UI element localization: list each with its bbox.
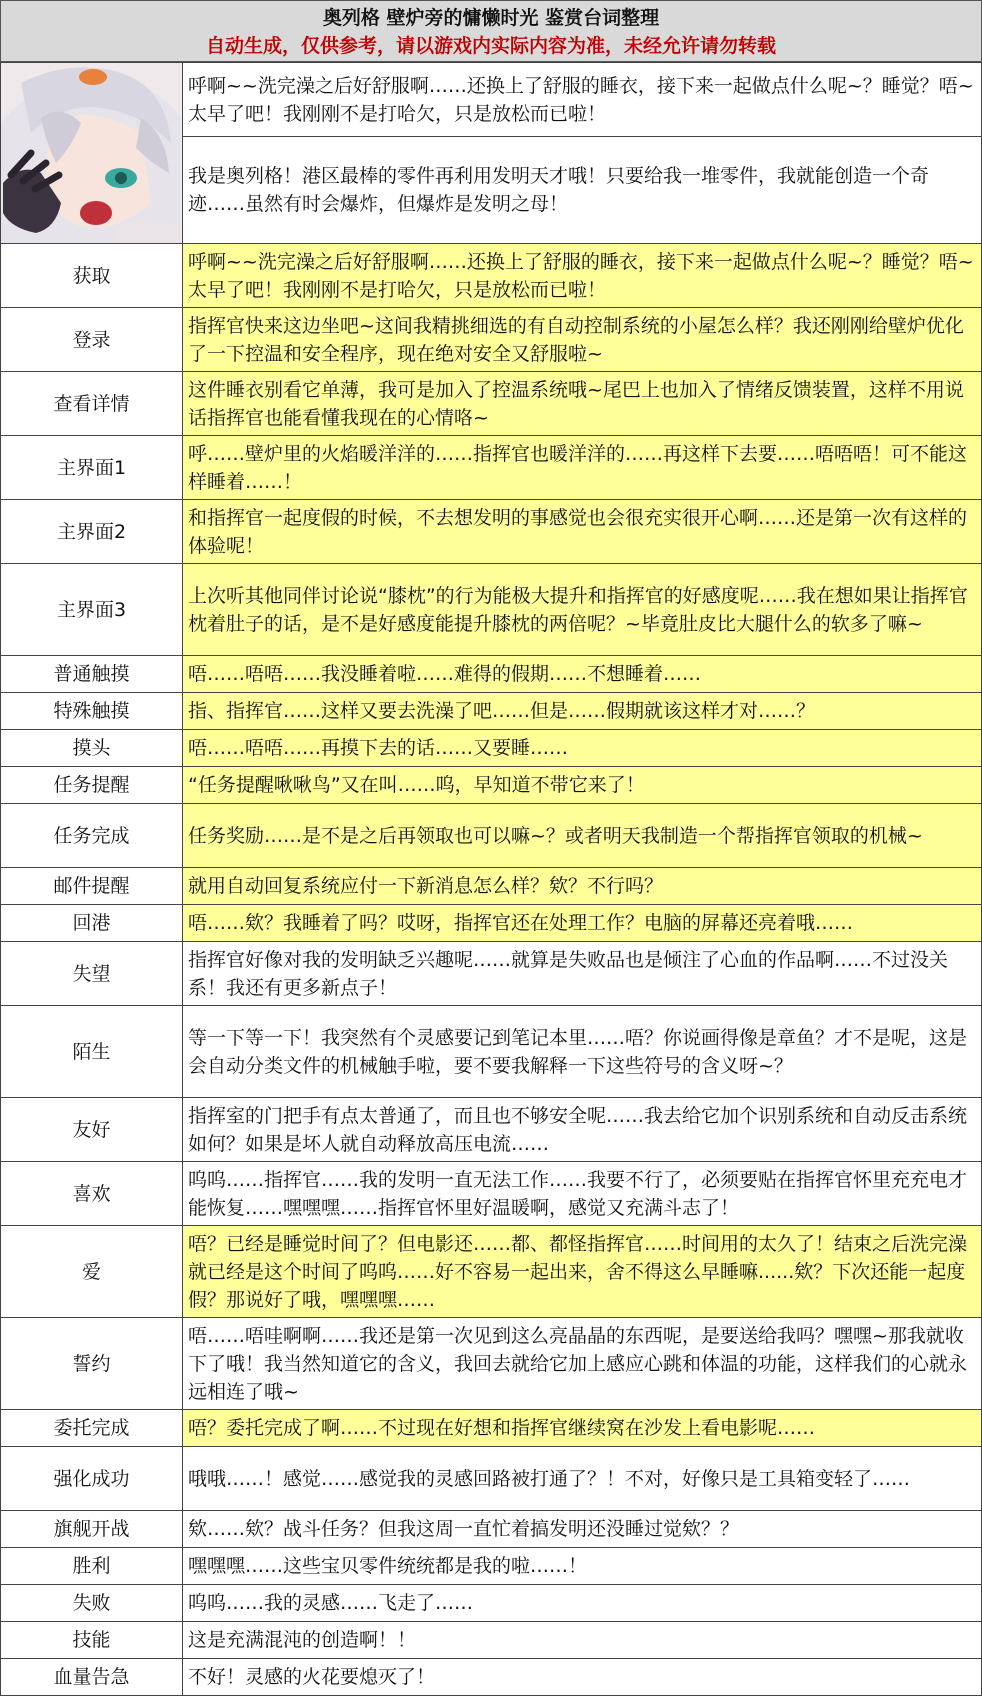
intro-row [1, 63, 982, 137]
row-label: 获取 [1, 244, 183, 308]
row-text: “任务提醒啾啾鸟”又在叫……呜，早知道不带它来了！ [183, 767, 982, 804]
voice-row [1, 1098, 982, 1162]
voice-row [1, 1162, 982, 1226]
row-label: 回港 [1, 905, 183, 942]
voice-row [1, 1548, 982, 1585]
character-portrait [1, 63, 181, 243]
voice-row [1, 942, 982, 1006]
row-label: 血量告急 [1, 1659, 183, 1696]
row-label: 喜欢 [1, 1162, 183, 1226]
row-label: 旗舰开战 [1, 1511, 183, 1548]
row-text: 欸……欸？战斗任务？但我这周一直忙着搞发明还没睡过觉欸？？ [183, 1511, 982, 1548]
row-text: 指挥室的门把手有点太普通了，而且也不够安全呢……我去给它加个识别系统和自动反击系统如何？如果是坏人就自动释放高压电流…… [183, 1098, 982, 1162]
copyright-notice: 自动生成，仅供参考，请以游戏内实际内容为准，未经允许请勿转载 [205, 35, 776, 57]
row-label: 失望 [1, 942, 183, 1006]
row-text: 上次听其他同伴讨论说“膝枕”的行为能极大提升和指挥官的好感度呢……我在想如果让指挥官枕着肚子的话，是不是好感度能提升膝枕的两倍呢？~毕竟肚皮比大腿什么的软多了嘛~ [183, 564, 982, 656]
row-text: 指挥官快来这边坐吧~这间我精挑细选的有自动控制系统的小屋怎么样？我还刚刚给壁炉优化了一下控温和安全程序，现在绝对安全又舒服啦~ [183, 308, 982, 372]
voice-row [1, 730, 982, 767]
voice-row [1, 804, 982, 868]
row-text: 唔？委托完成了啊……不过现在好想和指挥官继续窝在沙发上看电影呢…… [183, 1410, 982, 1447]
voice-row [1, 1622, 982, 1659]
row-label: 任务提醒 [1, 767, 183, 804]
row-label: 摸头 [1, 730, 183, 767]
voice-row [1, 308, 982, 372]
row-label: 邮件提醒 [1, 868, 183, 905]
voice-row [1, 767, 982, 804]
row-text: 唔……唔唔……我没睡着啦……难得的假期……不想睡着…… [183, 656, 982, 693]
row-text: 指挥官好像对我的发明缺乏兴趣呢……就算是失败品也是倾注了心血的作品啊……不过没关系！我还有更多新点子！ [183, 942, 982, 1006]
voice-row [1, 1659, 982, 1696]
voice-row [1, 693, 982, 730]
voice-row [1, 1447, 982, 1511]
row-label: 主界面1 [1, 436, 183, 500]
voice-row [1, 868, 982, 905]
row-text: 唔……唔唔……再摸下去的话……又要睡…… [183, 730, 982, 767]
voice-line-table [0, 62, 982, 1696]
row-label: 查看详情 [1, 372, 183, 436]
voice-row [1, 1226, 982, 1318]
row-label: 主界面3 [1, 564, 183, 656]
voice-row [1, 1006, 982, 1098]
voice-row [1, 905, 982, 942]
voice-row [1, 372, 982, 436]
row-text: 呜呜……指挥官……我的发明一直无法工作……我要不行了，必须要贴在指挥官怀里充充电才能恢复……嘿嘿嘿……指挥官怀里好温暖啊，感觉又充满斗志了！ [183, 1162, 982, 1226]
page-title: 奥列格 壁炉旁的慵懒时光 鉴赏台词整理 [322, 7, 660, 29]
row-text: 呼……壁炉里的火焰暖洋洋的……指挥官也暖洋洋的……再这样下去要……唔唔唔！可不能这样睡着……！ [183, 436, 982, 500]
row-label: 登录 [1, 308, 183, 372]
row-label: 强化成功 [1, 1447, 183, 1511]
row-label: 失败 [1, 1585, 183, 1622]
row-label: 誓约 [1, 1318, 183, 1410]
row-text: 唔？已经是睡觉时间了？但电影还……都、都怪指挥官……时间用的太久了！结束之后洗完澡就已经是这个时间了呜呜……好不容易一起出来，舍不得这么早睡嘛......欸？下次还能一起度假？那说好了哦，嘿嘿嘿…… [183, 1226, 982, 1318]
row-label: 友好 [1, 1098, 183, 1162]
row-text: 这是充满混沌的创造啊！！ [183, 1622, 982, 1659]
intro-line-1: 呼啊~~洗完澡之后好舒服啊……还换上了舒服的睡衣，接下来一起做点什么呢~？睡觉？唔~太早了吧！我刚刚不是打哈欠，只是放松而已啦！ [183, 63, 982, 137]
row-text: 嘿嘿嘿……这些宝贝零件统统都是我的啦……！ [183, 1548, 982, 1585]
voice-row [1, 1511, 982, 1548]
row-label: 爱 [1, 1226, 183, 1318]
row-text: 和指挥官一起度假的时候，不去想发明的事感觉也会很充实很开心啊……还是第一次有这样的体验呢！ [183, 500, 982, 564]
row-text: 任务奖励……是不是之后再领取也可以嘛~？或者明天我制造一个帮指挥官领取的机械~ [183, 804, 982, 868]
row-text: 指、指挥官……这样又要去洗澡了吧……但是……假期就该这样才对……？ [183, 693, 982, 730]
row-text: 等一下等一下！我突然有个灵感要记到笔记本里……唔？你说画得像是章鱼？才不是呢，这是会自动分类文件的机械触手啦，要不要我解释一下这些符号的含义呀~？ [183, 1006, 982, 1098]
row-text: 呜呜……我的灵感……飞走了…… [183, 1585, 982, 1622]
row-text: 这件睡衣别看它单薄，我可是加入了控温系统哦~尾巴上也加入了情绪反馈装置，这样不用说话指挥官也能看懂我现在的心情咯~ [183, 372, 982, 436]
voice-row [1, 1318, 982, 1410]
row-label: 技能 [1, 1622, 183, 1659]
character-portrait-cell [1, 63, 183, 244]
voice-row [1, 244, 982, 308]
row-text: 就用自动回复系统应付一下新消息怎么样？欸？不行吗？ [183, 868, 982, 905]
row-text: 不好！灵感的火花要熄灭了！ [183, 1659, 982, 1696]
row-label: 特殊触摸 [1, 693, 183, 730]
row-label: 普通触摸 [1, 656, 183, 693]
row-label: 任务完成 [1, 804, 183, 868]
row-text: 唔……唔哇啊啊……我还是第一次见到这么亮晶晶的东西呢，是要送给我吗？嘿嘿~那我就收下了哦！我当然知道它的含义，我回去就给它加上感应心跳和体温的功能，这样我们的心就永远相连了哦~ [183, 1318, 982, 1410]
voice-row [1, 564, 982, 656]
row-text: 哦哦……！感觉……感觉我的灵感回路被打通了？！不对，好像只是工具箱变轻了…… [183, 1447, 982, 1511]
row-label: 委托完成 [1, 1410, 183, 1447]
page-header [0, 0, 982, 62]
voice-row [1, 436, 982, 500]
voice-row [1, 1585, 982, 1622]
intro-line-2: 我是奥列格！港区最棒的零件再利用发明天才哦！只要给我一堆零件，我就能创造一个奇迹……虽然有时会爆炸，但爆炸是发明之母！ [183, 137, 982, 244]
row-label: 胜利 [1, 1548, 183, 1585]
row-text: 呼啊~~洗完澡之后好舒服啊……还换上了舒服的睡衣，接下来一起做点什么呢~？睡觉？唔~太早了吧！我刚刚不是打哈欠，只是放松而已啦！ [183, 244, 982, 308]
row-text: 唔……欸？我睡着了吗？哎呀，指挥官还在处理工作？电脑的屏幕还亮着哦…… [183, 905, 982, 942]
voice-row [1, 656, 982, 693]
voice-row [1, 500, 982, 564]
row-label: 主界面2 [1, 500, 183, 564]
voice-row [1, 1410, 982, 1447]
row-label: 陌生 [1, 1006, 183, 1098]
